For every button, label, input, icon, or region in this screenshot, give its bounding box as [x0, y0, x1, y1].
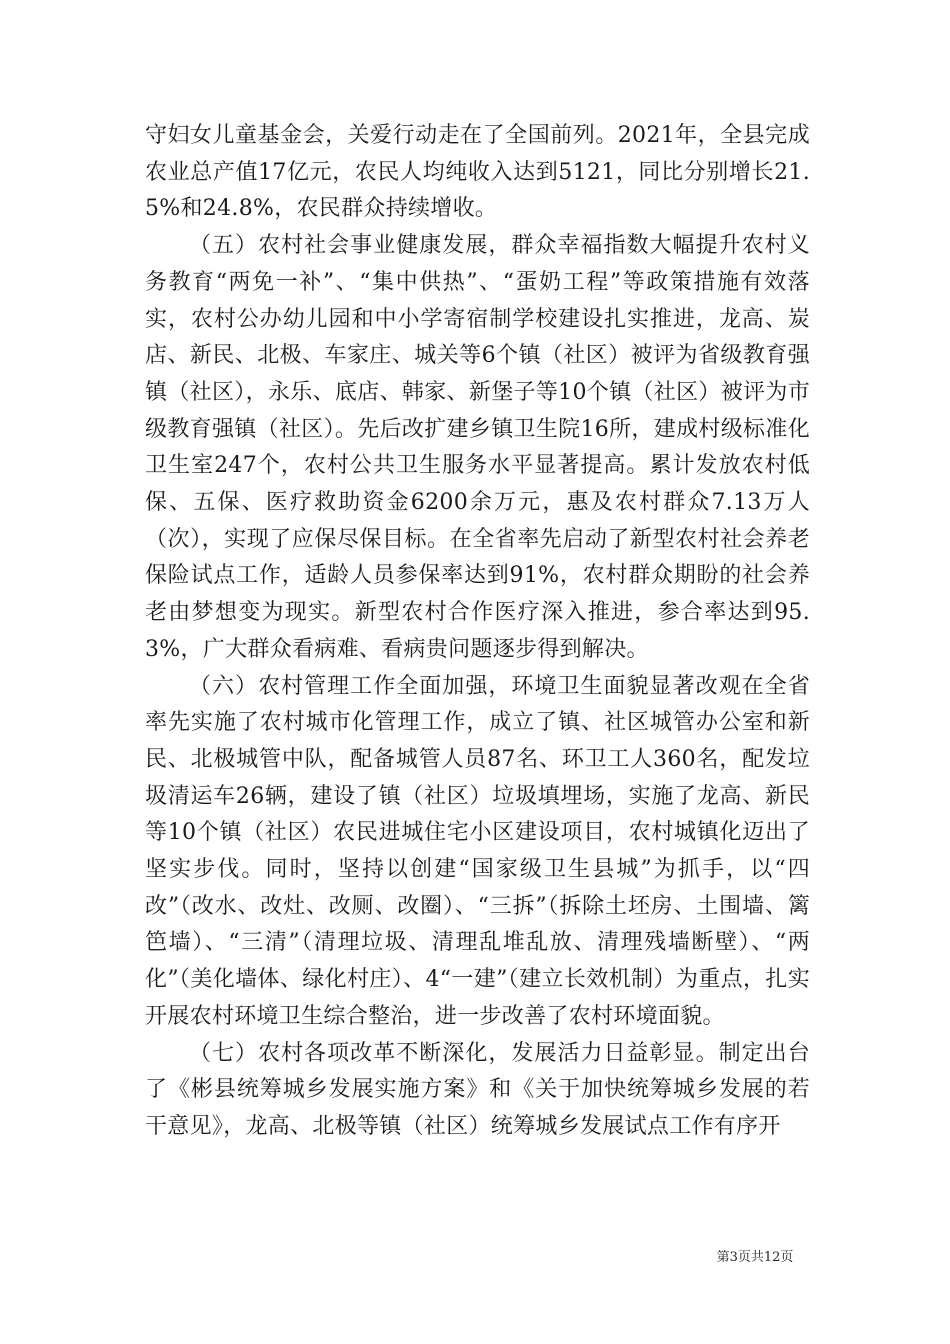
page-number: 第3页共12页 [716, 1250, 794, 1265]
paragraph-1: 守妇女儿童基金会，关爱行动走在了全国前列。2021年，全县完成农业总产值17亿元，农民人均纯收入达到5121，同比分别增长21.5%和24.8%，农民群众持续增收。 [145, 123, 810, 222]
paragraph-3: （六）农村管理工作全面加强，环境卫生面貌显著改观在全省率先实施了农村城市化管理工作，成立了镇、社区城管办公室和新民、北极城管中队，配备城管人员87名、环卫工人360名，配发垃圾清运车26辆，建设了镇（社区）垃圾填埋场，实施了龙高、新民等10个镇（社区）农民进城住宅小区建设项目，农村城镇化迈出了坚实步伐。同时，坚持以创建“国家级卫生县城”为抓手，以“四改”（改水、改灶、改厕、改圈）、“三拆”（拆除土坯房、土围墙、篱笆墙）、“三清”（清理垃圾、清理乱堆乱放、清理残墙断壁）、“两化”（美化墙体、绿化村庄）、4“一建”（建立长效机制）为重点，扎实开展农村环境卫生综合整治，进一步改善了农村环境面貌。 [145, 673, 810, 1029]
document-body [145, 118, 810, 1146]
paragraph-2: （五）农村社会事业健康发展，群众幸福指数大幅提升农村义务教育“两免一补”、“集中供热”、“蛋奶工程”等政策措施有效落实，农村公办幼儿园和中小学寄宿制学校建设扎实推进，龙高、炭店、新民、北极、车家庄、城关等6个镇（社区）被评为省级教育强镇（社区），永乐、底店、韩家、新堡子等10个镇（社区）被评为市级教育强镇（社区）。先后改扩建乡镇卫生院16所，建成村级标准化卫生室247个，农村公共卫生服务水平显著提高。累计发放农村低保、五保、医疗救助资金6200余万元，惠及农村群众7.13万人（次），实现了应保尽保目标。在全省率先启动了新型农村社会养老保险试点工作，适龄人员参保率达到91%，农村群众期盼的社会养老由梦想变为现实。新型农村合作医疗深入推进，参合率达到95.3%，广大群众看病难、看病贵问题逐步得到解决。 [145, 233, 810, 662]
paragraph-4: （七）农村各项改革不断深化，发展活力日益彰显。制定出台了《彬县统筹城乡发展实施方案》和《关于加快统筹城乡发展的若干意见》，龙高、北极等镇（社区）统筹城乡发展试点工作有序开 [145, 1040, 810, 1139]
